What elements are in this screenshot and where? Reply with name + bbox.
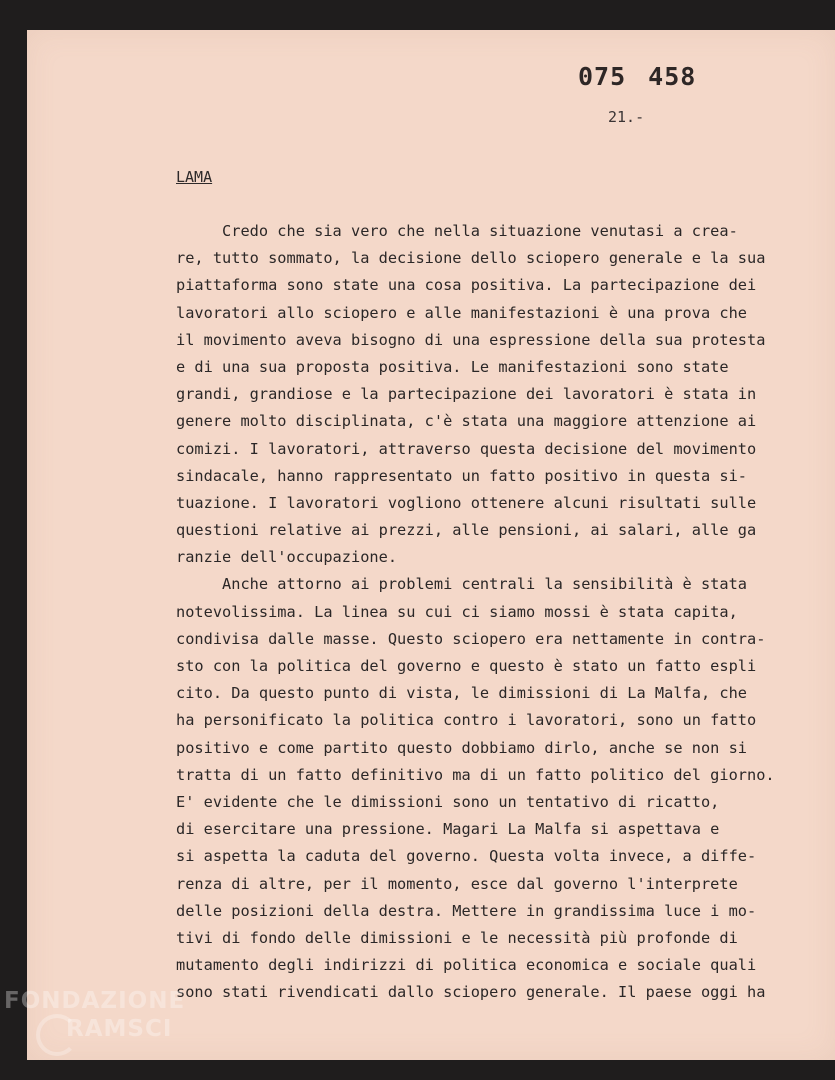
text-line: e di una sua proposta positiva. Le manifestazioni sono state — [176, 357, 729, 376]
text-line: mutamento degli indirizzi di politica economica e sociale quali — [176, 956, 757, 975]
watermark-line2: RAMSCI — [66, 1016, 173, 1042]
text-line: ha personificato la politica contro i lavoratori, sono un fatto — [176, 711, 757, 730]
text-line: sono stati rivendicati dallo sciopero generale. Il paese oggi ha — [176, 983, 766, 1002]
text-line: piattaforma sono state una cosa positiva. La partecipazione dei — [176, 276, 757, 295]
text-line: E' evidente che le dimissioni sono un tentativo di ricatto, — [176, 792, 720, 811]
stamp-left: 075 — [578, 62, 627, 91]
text-line: ranzie dell'occupazione. — [176, 548, 398, 567]
stamp-right: 458 — [648, 62, 697, 91]
watermark-line1: FONDAZIONE — [4, 988, 186, 1014]
text-line: Credo che sia vero che nella situazione venutasi a crea- — [176, 222, 738, 240]
text-line: sto con la politica del governo e questo è stato un fatto espli — [176, 657, 757, 675]
text-line: genere molto disciplinata, c'è stata una maggiore attenzione ai — [176, 412, 757, 431]
text-line: si aspetta la caduta del governo. Questa volta invece, a diffe- — [176, 847, 757, 866]
text-line: lavoratori allo sciopero e alle manifestazioni è una prova che — [176, 303, 747, 322]
text-line: cito. Da questo punto di vista, le dimissioni di La Malfa, che — [176, 684, 747, 703]
text-line: tivi di fondo delle dimissioni e le necessità più profonde di — [176, 928, 738, 947]
text-line: grandi, grandiose e la partecipazione dei lavoratori è stata in — [176, 385, 757, 404]
text-line: il movimento aveva bisogno di una espressione della sua protesta — [176, 330, 766, 349]
text-line: Anche attorno ai problemi centrali la sensibilità è stata — [176, 575, 747, 594]
text-line: renza di altre, per il momento, esce dal governo l'interprete — [176, 874, 738, 893]
text-line: re, tutto sommato, la decisione dello sciopero generale e la sua — [176, 249, 766, 268]
page-number: 21.- — [608, 108, 645, 126]
typed-text-body — [176, 218, 791, 1006]
text-line: tuazione. I lavoratori vogliono ottenere alcuni risultati sulle — [176, 493, 757, 512]
text-line: tratta di un fatto definitivo ma di un fatto politico del giorno. — [176, 765, 775, 784]
text-line: notevolissima. La linea su cui ci siamo mossi è stata capita, — [176, 602, 738, 621]
text-line: sindacale, hanno rappresentato un fatto positivo in questa si- — [176, 466, 747, 485]
text-line: questioni relative ai prezzi, alle pensioni, ai salari, alle ga — [176, 521, 757, 540]
text-line: positivo e come partito questo dobbiamo dirlo, anche se non si — [176, 738, 747, 757]
speaker-heading: LAMA — [176, 168, 213, 186]
archive-stamp-number — [578, 62, 696, 91]
text-line: condivisa dalle masse. Questo sciopero era nettamente in contra- — [176, 629, 766, 648]
text-line: comizi. I lavoratori, attraverso questa decisione del movimento — [176, 439, 757, 458]
text-line: delle posizioni della destra. Mettere in grandissima luce i mo- — [176, 901, 757, 920]
text-line: di esercitare una pressione. Magari La Malfa si aspettava e — [176, 820, 720, 839]
